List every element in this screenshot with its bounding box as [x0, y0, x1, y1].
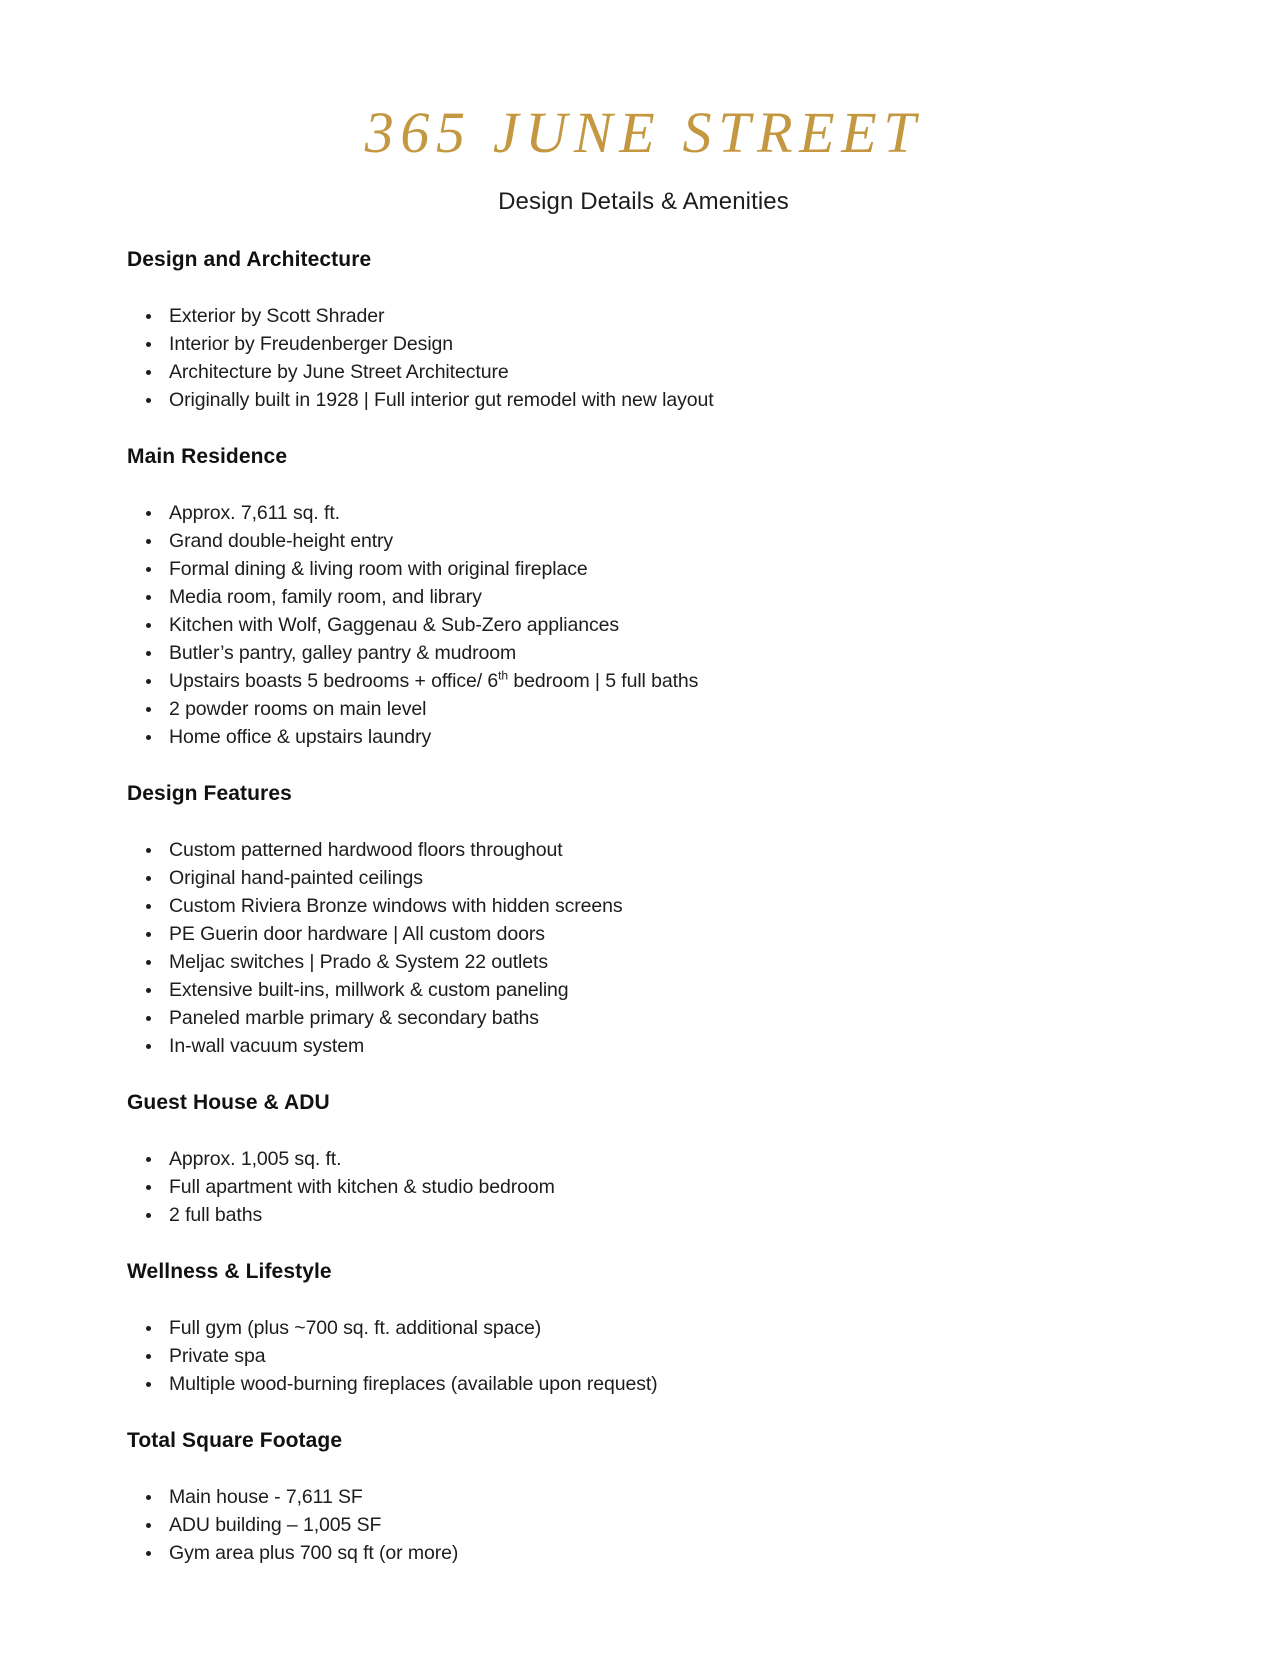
bullet-list — [127, 836, 1160, 1060]
section-heading: Guest House & ADU — [127, 1091, 330, 1114]
list-item: Interior by Freudenberger Design — [127, 330, 1160, 358]
list-item: Formal dining & living room with original fireplace — [127, 555, 1160, 583]
list-item: In-wall vacuum system — [127, 1032, 1160, 1060]
section-heading: Design Features — [127, 782, 292, 805]
list-item: Kitchen with Wolf, Gaggenau & Sub-Zero appliances — [127, 611, 1160, 639]
list-item: Private spa — [127, 1342, 1160, 1370]
list-item: Multiple wood-burning fireplaces (available upon request) — [127, 1370, 1160, 1398]
list-item: Architecture by June Street Architecture — [127, 358, 1160, 386]
document-title: 365 JUNE STREET — [364, 100, 923, 165]
list-item: Full apartment with kitchen & studio bedroom — [127, 1173, 1160, 1201]
list-item: Exterior by Scott Shrader — [127, 302, 1160, 330]
document-section — [127, 1089, 1160, 1229]
document-section — [127, 780, 1160, 1060]
list-item: Grand double-height entry — [127, 527, 1160, 555]
list-item: Gym area plus 700 sq ft (or more) — [127, 1539, 1160, 1567]
list-item: PE Guerin door hardware | All custom doors — [127, 920, 1160, 948]
list-item: 2 powder rooms on main level — [127, 695, 1160, 723]
document-section — [127, 1258, 1160, 1398]
list-item: Approx. 7,611 sq. ft. — [127, 499, 1160, 527]
list-item: Original hand-painted ceilings — [127, 864, 1160, 892]
list-item: Full gym (plus ~700 sq. ft. additional space) — [127, 1314, 1160, 1342]
list-item: Approx. 1,005 sq. ft. — [127, 1145, 1160, 1173]
list-item: Home office & upstairs laundry — [127, 723, 1160, 751]
document-subtitle: Design Details & Amenities — [498, 188, 789, 215]
section-heading: Main Residence — [127, 445, 288, 468]
bullet-list — [127, 302, 1160, 414]
bullet-list — [127, 1483, 1160, 1567]
list-item: ADU building – 1,005 SF — [127, 1511, 1160, 1539]
document-section — [127, 246, 1160, 414]
section-heading: Wellness & Lifestyle — [127, 1260, 332, 1283]
list-item: Upstairs boasts 5 bedrooms + office/ 6th bedroom | 5 full baths — [127, 667, 1160, 695]
list-item: Originally built in 1928 | Full interior gut remodel with new layout — [127, 386, 1160, 414]
list-item: Custom patterned hardwood floors throughout — [127, 836, 1160, 864]
document-section — [127, 443, 1160, 751]
bullet-list — [127, 499, 1160, 751]
document-body — [127, 246, 1160, 1567]
list-item: Main house - 7,611 SF — [127, 1483, 1160, 1511]
section-heading: Design and Architecture — [127, 248, 372, 271]
bullet-list — [127, 1314, 1160, 1398]
bullet-list — [127, 1145, 1160, 1229]
list-item: Paneled marble primary & secondary baths — [127, 1004, 1160, 1032]
list-item: Media room, family room, and library — [127, 583, 1160, 611]
list-item: Meljac switches | Prado & System 22 outlets — [127, 948, 1160, 976]
list-item: Butler’s pantry, galley pantry & mudroom — [127, 639, 1160, 667]
section-heading: Total Square Footage — [127, 1429, 343, 1452]
list-item: Custom Riviera Bronze windows with hidden screens — [127, 892, 1160, 920]
list-item: Extensive built-ins, millwork & custom paneling — [127, 976, 1160, 1004]
list-item: 2 full baths — [127, 1201, 1160, 1229]
document-section — [127, 1427, 1160, 1567]
